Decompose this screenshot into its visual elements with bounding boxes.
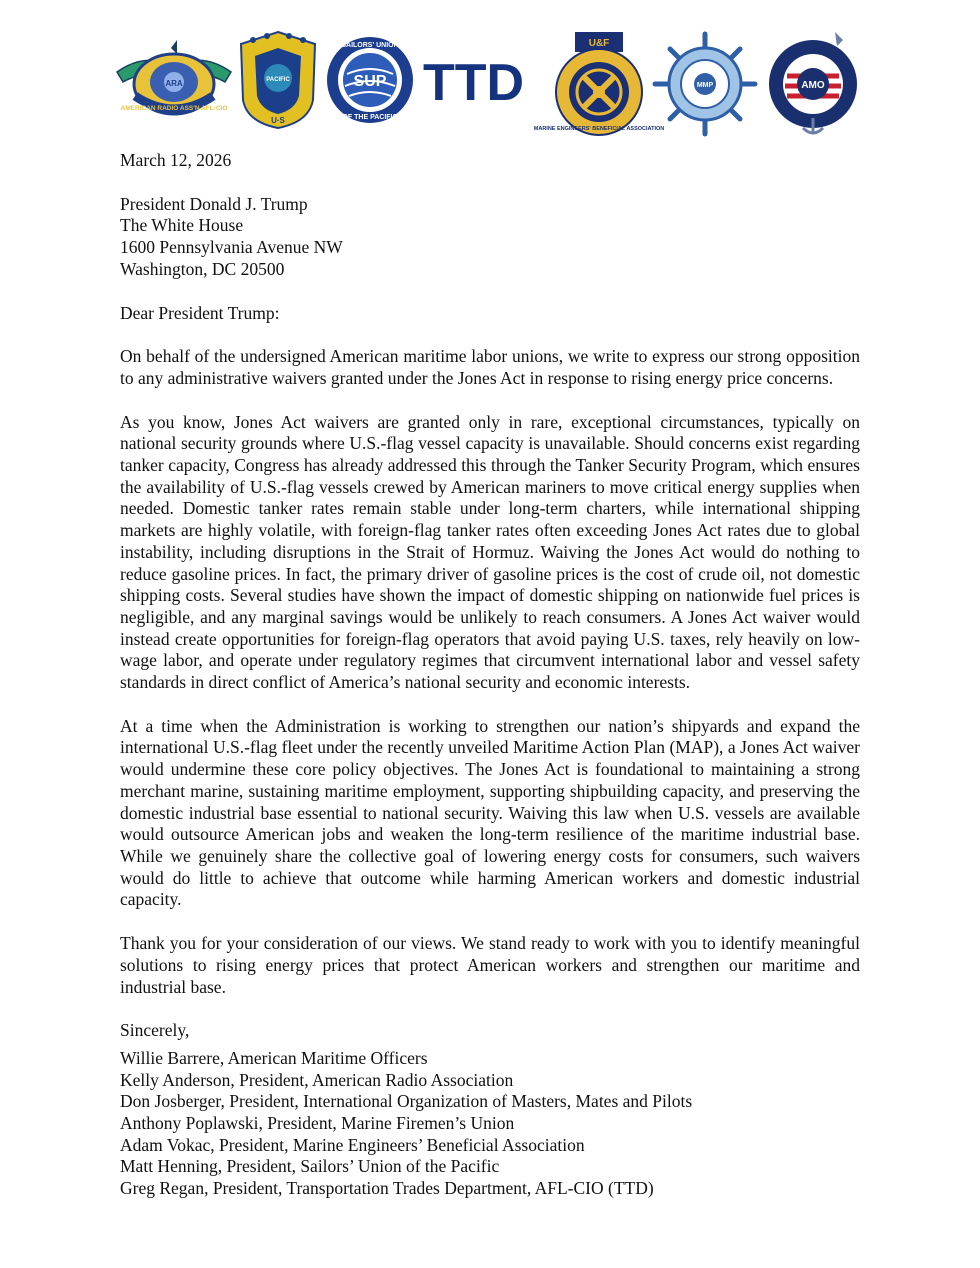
body-paragraph: At a time when the Administration is working to strengthen our nation’s shipyards and expand the international U.S.-flag fleet under the recently unveiled Maritime Action Plan (MAP), a Jones Act waiver would undermine these core policy objectives. The Jones Act is foundational to maintaining a strong merchant marine, sustaining maritime employment, supporting shipbuilding capacity, and preserving the domestic industrial base essential to national security. Waiving this law when U.S. vessels are available would outsource American jobs and weaken the long-term resilience of the maritime industrial base. While we genuinely share the collective goal of lowering energy costs for consumers, such waivers would do little to achieve that outcome while harming American workers and domestic industrial capacity. xyxy=(120,715,860,910)
mmp-logo xyxy=(651,32,759,136)
amo-logo xyxy=(765,30,863,138)
svg-text:SAILORS' UNION: SAILORS' UNION xyxy=(341,42,399,49)
merchant-marine-pacific-logo xyxy=(237,30,319,130)
signatory: Greg Regan, President, Transportation Trades Department, AFL-CIO (TTD) xyxy=(120,1178,654,1199)
signatory: Kelly Anderson, President, American Radio Association xyxy=(120,1069,514,1090)
signatory-list xyxy=(120,1048,860,1200)
body-paragraph: Thank you for your consideration of our views. We stand ready to work with you to identify meaningful solutions to rising energy prices that protect American workers and strengthen our maritime and industrial base. xyxy=(120,933,860,997)
american-radio-association-logo xyxy=(115,38,233,118)
signatory: Willie Barrere, American Maritime Officers xyxy=(120,1047,428,1068)
svg-text:SUP: SUP xyxy=(353,73,387,90)
svg-text:U&F: U&F xyxy=(588,38,610,49)
signatory: Matt Henning, President, Sailors’ Union of the Pacific xyxy=(120,1156,500,1177)
signatory: Adam Vokac, President, Marine Engineers’ Beneficial Association xyxy=(120,1134,585,1155)
closing: Sincerely, xyxy=(120,1020,190,1041)
body-paragraph: On behalf of the undersigned American maritime labor unions, we write to express our strong opposition to any administrative waivers granted under the Jones Act in response to rising energy price concerns. xyxy=(120,346,860,388)
recipient-line: Washington, DC 20500 xyxy=(120,258,285,279)
recipient-line: 1600 Pennsylvania Avenue NW xyxy=(120,237,343,258)
recipient-line: President Donald J. Trump xyxy=(120,193,308,214)
svg-text:PACIFIC: PACIFIC xyxy=(266,77,290,83)
signatory: Don Josberger, President, International Organization of Masters, Mates and Pilots xyxy=(120,1091,693,1112)
svg-text:MMP: MMP xyxy=(696,82,714,89)
meba-logo xyxy=(533,30,665,138)
letter-date: March 12, 2026 xyxy=(120,150,232,170)
sailors-union-of-the-pacific-logo xyxy=(325,34,415,126)
recipient-address xyxy=(120,194,860,281)
salutation: Dear President Trump: xyxy=(120,302,280,323)
svg-text:TTD: TTD xyxy=(423,54,525,112)
svg-text:AMERICAN RADIO ASS'N AFL-CIO: AMERICAN RADIO ASS'N AFL-CIO xyxy=(120,105,228,112)
body-paragraph: As you know, Jones Act waivers are granted only in rare, exceptional circumstances, typically on national security grounds where U.S.-flag vessel capacity is unavailable. Should concerns exist regarding tanker capacity, Congress has already addressed this through the Tanker Security Program, which ensures the availability of U.S.-flag vessels crewed by American mariners to move critical energy supplies when needed. Domestic tanker rates remain stable under long-term charters, while international shipping markets are highly volatile, with foreign-flag tanker rates often exceeding Jones Act rates due to global instability, including disruptions in the Strait of Hormuz. Waiving the Jones Act would do nothing to reduce gasoline prices. In fact, the primary driver of gasoline prices is the cost of crude oil, not domestic shipping costs. Several studies have shown the impact of domestic shipping on nationwide fuel prices is negligible, and any marginal savings would be unlikely to reach consumers. A Jones Act waiver would instead create opportunities for foreign-flag operators that avoid paying U.S. taxes, rely heavily on low-wage labor, and operate under regulatory regimes that circumvent international labor and vessel safety standards in direct conflict of America’s national security and economic interests. xyxy=(120,411,860,693)
union-logos-row xyxy=(115,30,865,140)
svg-text:ARA: ARA xyxy=(165,79,183,88)
recipient-line: The White House xyxy=(120,215,244,236)
letter xyxy=(120,150,860,1200)
signatory: Anthony Poplawski, President, Marine Firemen’s Union xyxy=(120,1113,515,1134)
ttd-logo xyxy=(423,54,531,112)
svg-text:AMO: AMO xyxy=(801,80,825,91)
svg-text:OF THE PACIFIC: OF THE PACIFIC xyxy=(342,114,398,121)
svg-text:U·S: U·S xyxy=(271,116,285,125)
svg-text:MARINE ENGINEERS' BENEFICIAL A: MARINE ENGINEERS' BENEFICIAL ASSOCIATION xyxy=(533,126,665,132)
